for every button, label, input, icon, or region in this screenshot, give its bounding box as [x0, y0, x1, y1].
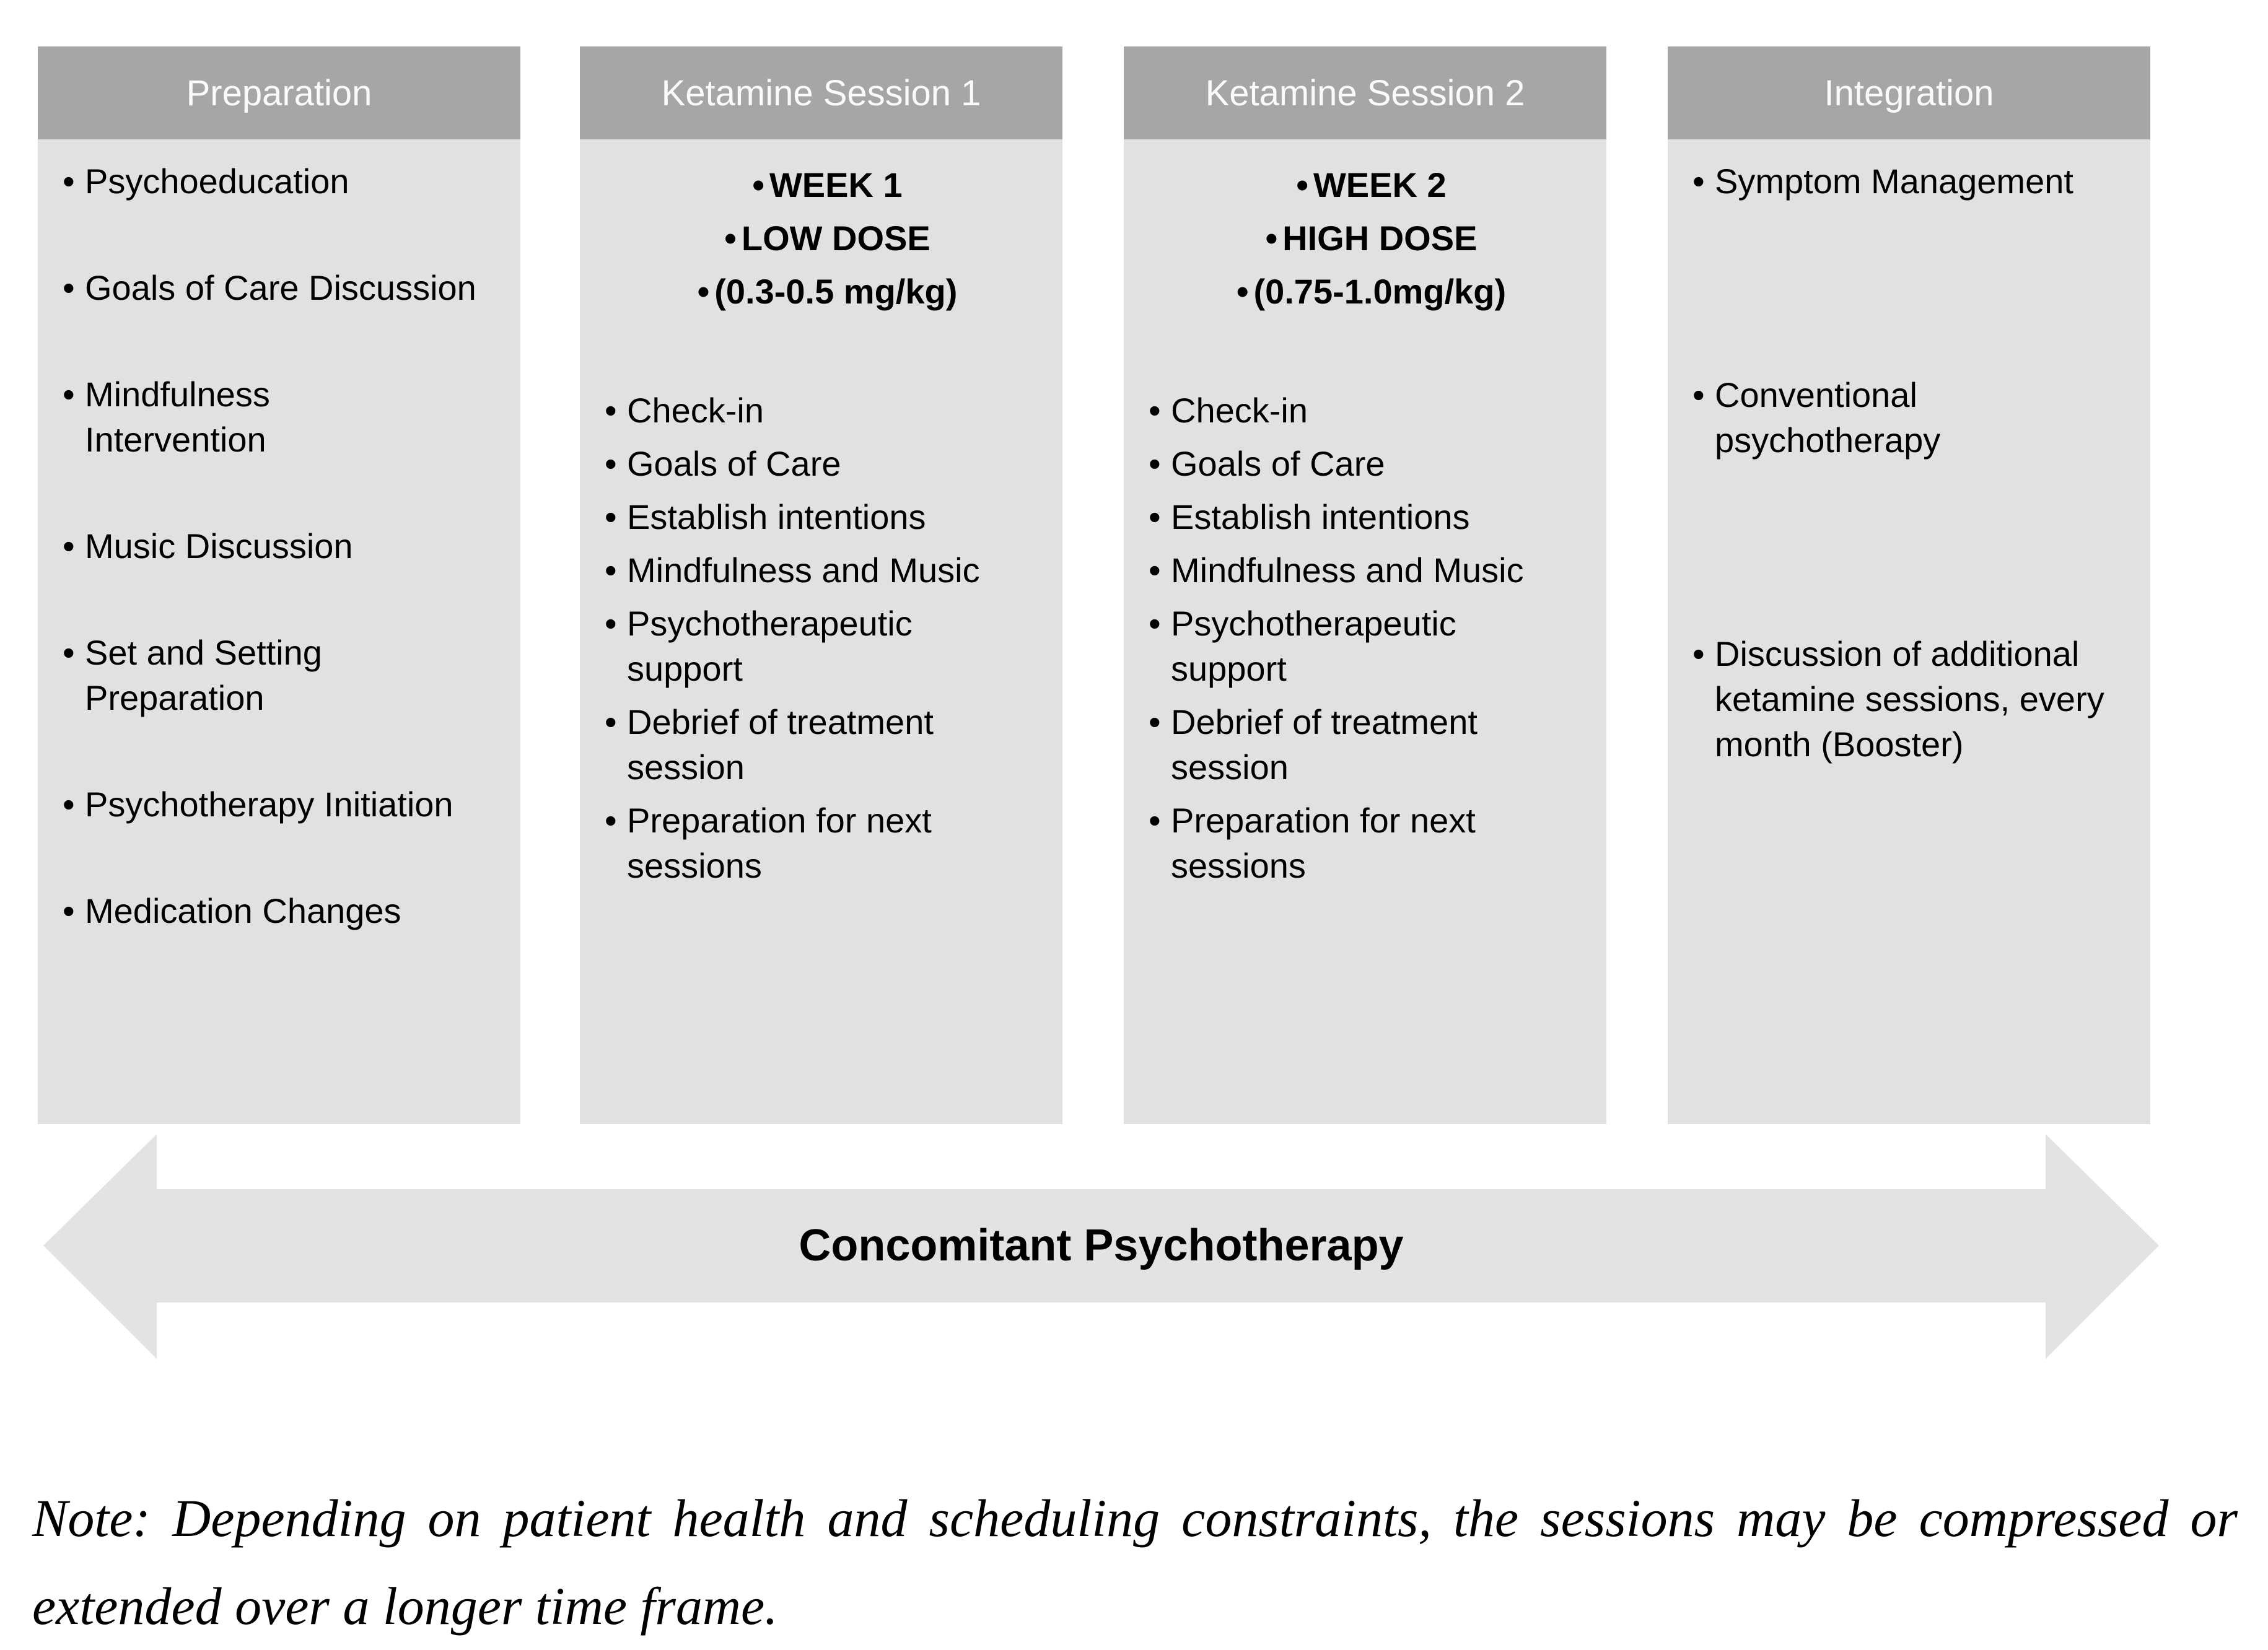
list-item: • Psychotherapy Initiation [63, 782, 508, 827]
list-item: • Check-in [605, 388, 1050, 433]
list-item: • Set and Setting Preparation [63, 630, 364, 720]
column-preparation [38, 46, 520, 1124]
list-item: • Preparation for next sessions [605, 798, 1011, 888]
list-item: • Goals of Care Discussion [63, 265, 508, 310]
list-item: • Mindfulness and Music [605, 548, 1050, 593]
list-item: • Establish intentions [1149, 494, 1594, 539]
list-item: • Preparation for next sessions [1149, 798, 1555, 888]
list-item: • Medication Changes [63, 888, 508, 933]
footnote: Note: Depending on patient health and scheduling constraints, the sessions may be compressed or extended over a longer time frame. [32, 1488, 2238, 1636]
column-title: Preparation [38, 46, 520, 139]
list-item: • Music Discussion [63, 523, 508, 569]
list-item: • Goals of Care [605, 441, 1050, 486]
list-item: • Psychotherapeutic support [605, 601, 974, 691]
dose-line: • LOW DOSE [605, 212, 1050, 265]
column-ketamine-session-2 [1124, 46, 1606, 1124]
list-item: • Check-in [1149, 388, 1594, 433]
list-item: • Mindfulness and Music [1149, 548, 1594, 593]
list-item: • Discussion of additional ketamine sessions, every month (Booster) [1692, 631, 2148, 767]
column-ketamine-session-1 [580, 46, 1062, 1124]
dose-line: • (0.3-0.5 mg/kg) [605, 265, 1050, 318]
column-title: Ketamine Session 1 [580, 46, 1062, 139]
list-item: • Mindfulness Intervention [63, 372, 296, 462]
column-title: Ketamine Session 2 [1124, 46, 1606, 139]
list-item: • Debrief of treatment session [1149, 699, 1555, 790]
list-item: • Symptom Management [1692, 159, 2138, 204]
list-item: • Goals of Care [1149, 441, 1594, 486]
dose-line: • (0.75-1.0mg/kg) [1149, 265, 1594, 318]
dose-line: • WEEK 2 [1149, 159, 1594, 212]
dose-line: • WEEK 1 [605, 159, 1050, 212]
arrow-label: Concomitant Psychotherapy [799, 1221, 1404, 1270]
list-item: • Psychoeducation [63, 159, 508, 204]
list-item: • Debrief of treatment session [605, 699, 1011, 790]
dose-line: • HIGH DOSE [1149, 212, 1594, 265]
column-title: Integration [1668, 46, 2150, 139]
list-item: • Establish intentions [605, 494, 1050, 539]
column-integration [1668, 46, 2150, 1124]
list-item: • Conventional psychotherapy [1692, 372, 2025, 463]
list-item: • Psychotherapeutic support [1149, 601, 1518, 691]
